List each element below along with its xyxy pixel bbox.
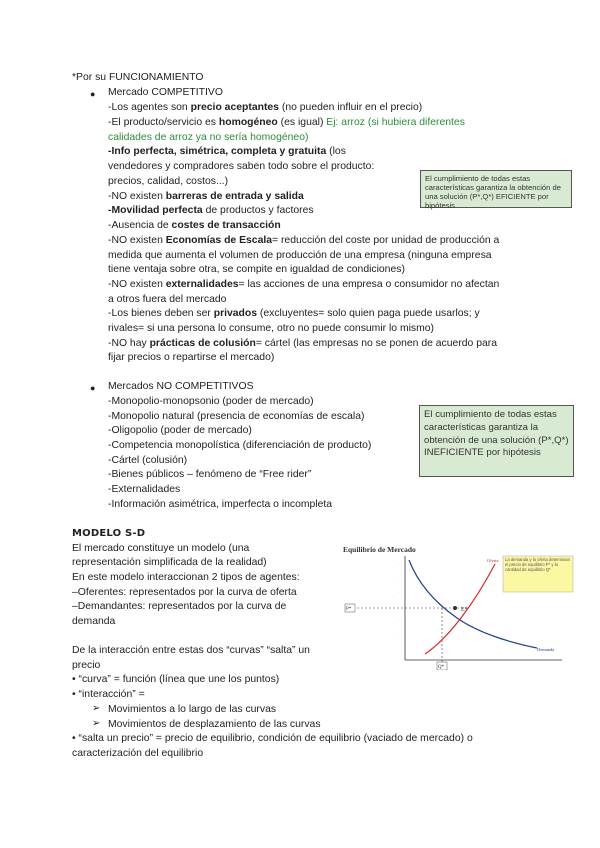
y-tick: · [399, 563, 401, 567]
competitive-line: -Info perfecta, simétrica, completa y gratuita (los [108, 146, 346, 157]
model-heading: MODELO S-D [72, 528, 146, 539]
model-sub-item: Movimientos a lo largo de las curvas [108, 704, 277, 715]
competitive-line: medida que aumenta el volumen de producción de una empresa (ninguna empresa [108, 250, 492, 261]
supply-label: Oferta [487, 558, 499, 563]
q-star-label: Q* [438, 665, 445, 670]
competitive-line: -Ausencia de costes de transacción [108, 220, 281, 231]
equilibrium-point [453, 606, 457, 610]
model-bullet: • “interacción” = [72, 689, 145, 700]
p-star-label: P* [346, 607, 352, 612]
competitive-line: a otros fuera del mercado [108, 294, 227, 305]
non-competitive-item: -Información asimétrica, imperfecta o incompleta [108, 499, 333, 510]
section-heading: *Por su FUNCIONAMIENTO [72, 72, 204, 83]
equilibrium-label: E* [461, 607, 468, 613]
competitive-line: rivales= si una persona lo consume, otro no puede consumir lo mismo) [108, 323, 435, 334]
non-competitive-item: -Bienes públicos – fenómeno de “Free rider” [108, 469, 312, 480]
y-tick: · [399, 633, 401, 637]
chart-note: La demanda y la oferta determinan el precio de equilibrio P* y la cantidad de equilibrio Q* [505, 557, 570, 573]
competitive-line: tiene ventaja sobre otra, se compite en igualdad de condiciones) [108, 264, 405, 275]
arrow-bullet-icon: ➢ [92, 703, 101, 714]
non-competitive-item: -Oligopolio (poder de mercado) [108, 425, 252, 436]
competitive-example: calidades de arroz ya no sería homogéneo) [108, 132, 309, 143]
non-competitive-item: -Competencia monopolística (diferenciación de producto) [108, 440, 372, 451]
model-bullet: caracterización del equilibrio [72, 748, 204, 759]
bullet-dot: ● [90, 383, 96, 393]
model-text: representación simplificada de la realidad) [72, 557, 267, 568]
competitive-line: -NO hay prácticas de colusión= cártel (las empresas no se ponen de acuerdo para [108, 338, 497, 349]
non-competitive-item: -Cártel (colusión) [108, 455, 188, 466]
non-competitive-item: -Externalidades [108, 484, 181, 495]
chart-note-container [505, 557, 571, 591]
inefficiency-note: El cumplimiento de todas estas características garantiza la obtención de una solución (P*,Q*) INEFICIENTE por hipótesis [419, 405, 574, 477]
model-text: –Demandantes: representados por la curva de [72, 601, 287, 612]
competitive-line: -Los bienes deben ser privados (excluyentes= solo quien paga puede usarlos; y [108, 308, 480, 319]
model-bullet: • “curva” = función (línea que une los puntos) [72, 674, 280, 685]
model-bullet: • “salta un precio” = precio de equilibrio, condición de equilibrio (vaciado de mercado) o [72, 733, 473, 744]
model-text: El mercado constituye un modelo (una [72, 543, 250, 554]
competitive-line: -NO existen Economías de Escala= reducción del coste por unidad de producción a [108, 235, 500, 246]
competitive-line: vendedores y compradores saben todo sobre el producto: [108, 161, 375, 172]
model-sub-item: Movimientos de desplazamiento de las curvas [108, 719, 321, 730]
non-competitive-title: Mercados NO COMPETITIVOS [108, 381, 254, 392]
bullet-dot: ● [90, 89, 96, 99]
arrow-bullet-icon: ➢ [92, 718, 101, 729]
competitive-line: fijar precios o repartirse el mercado) [108, 352, 275, 363]
model-text: –Oferentes: representados por la curva de oferta [72, 587, 297, 598]
competitive-title: Mercado COMPETITIVO [108, 87, 223, 98]
competitive-line: -NO existen barreras de entrada y salida [108, 191, 304, 202]
demand-label: Demanda [537, 647, 555, 652]
chart-title: Equilibrio de Mercado [343, 545, 416, 554]
y-tick: · [399, 577, 401, 581]
model-text: De la interacción entre estas dos “curvas” “salta” un [72, 645, 310, 656]
supply-demand-chart [337, 542, 577, 670]
non-competitive-item: -Monopolio-monopsonio (poder de mercado) [108, 396, 314, 407]
y-tick: · [399, 591, 401, 595]
competitive-line: -El producto/servicio es homogéneo (es igual) Ej: arroz (si hubiera diferentes [108, 117, 465, 128]
model-text: demanda [72, 616, 116, 627]
non-competitive-item: -Monopolio natural (presencia de economías de escala) [108, 411, 365, 422]
y-tick: · [399, 619, 401, 623]
model-text: precio [72, 660, 101, 671]
efficiency-note: El cumplimiento de todas estas características garantiza la obtención de una solución (P*,Q*) EFICIENTE por hipótesis [420, 170, 572, 208]
model-text: En este modelo interaccionan 2 tipos de agentes: [72, 572, 300, 583]
competitive-line: -Los agentes son precio aceptantes (no pueden influir en el precio) [108, 102, 423, 113]
competitive-line: -NO existen externalidades= las acciones de una empresa o consumidor no afectan [108, 279, 500, 290]
competitive-line: -Movilidad perfecta de productos y factores [108, 205, 314, 216]
competitive-line: precios, calidad, costos...) [108, 176, 229, 187]
